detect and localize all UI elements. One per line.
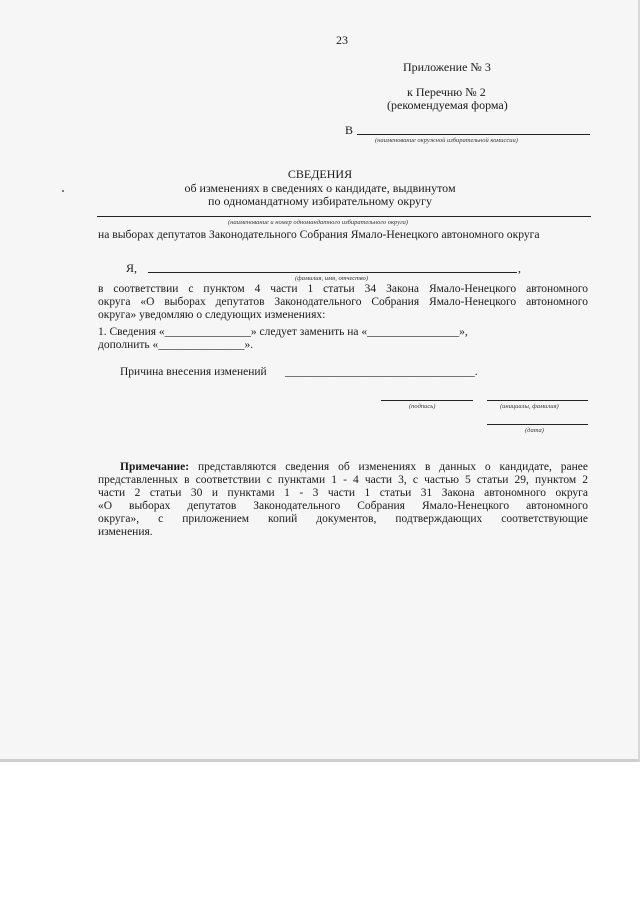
note-line: [98, 461, 588, 474]
reason-blank: _________________________________.: [285, 366, 478, 378]
appendix-label: Приложение № 3: [403, 60, 491, 74]
change-item-replace: 1. Сведения «_______________» следует заменить на «________________»,: [98, 326, 468, 338]
note-line: изменения.: [98, 526, 153, 538]
initials-line: [487, 400, 588, 401]
note-block: [98, 461, 588, 539]
declaration-line: округа «О выборах депутатов Законодательного Собрания Ямало-Ненецкого автономного: [98, 296, 588, 308]
declarant-suffix: ,: [518, 261, 521, 275]
form-type-note: (рекомендуемая форма): [387, 98, 508, 112]
document-title: СВЕДЕНИЯ: [287, 167, 353, 181]
list-reference: к Перечню № 2: [407, 85, 486, 99]
elections-line: на выборах депутатов Законодательного Собрания Ямало-Ненецкого автономного округа: [98, 228, 540, 241]
signature-caption: (подпись): [409, 403, 436, 410]
date-caption: (дата): [525, 427, 544, 434]
scan-speck: [62, 190, 64, 192]
declaration-line: округа» уведомляю о следующих изменениях:: [98, 309, 326, 321]
note-text: представляются сведения об изменениях в данных о кандидате, ранее: [197, 461, 588, 473]
district-blank-line: [97, 216, 591, 217]
declarant-prefix: Я,: [126, 261, 138, 275]
note-line: округа», с приложением копий документов, подтверждающих соответствующие: [98, 513, 588, 525]
reason-label: Причина внесения изменений: [120, 366, 267, 378]
note-line: представленных в соответствии с пунктами 1 - 4 части 3, с частью 5 статьи 29, пунктом 2: [98, 474, 588, 486]
date-line: [487, 424, 588, 425]
addressee-prefix: В: [345, 123, 354, 137]
addressee-blank-line: [357, 134, 590, 135]
document-subtitle-1: об изменениях в сведениях о кандидате, выдвинутом: [184, 181, 456, 195]
change-item-add: дополнить «_______________».: [98, 339, 254, 351]
document-subtitle-2: по одномандатному избирательному округу: [208, 194, 432, 208]
initials-caption: (инициалы, фамилия): [500, 403, 559, 410]
declarant-blank-line: [148, 272, 517, 273]
declarant-caption: (фамилия, имя, отчество): [295, 275, 369, 282]
page-number: 23: [336, 33, 348, 47]
signature-line: [381, 400, 473, 401]
note-line: «О выборах депутатов Законодательного Собрания Ямало-Ненецкого автономного: [98, 500, 588, 512]
district-caption: (наименование и номер одномандатного избирательного округа): [228, 219, 409, 226]
note-label: Примечание:: [120, 461, 190, 473]
declaration-line: в соответствии с пунктом 4 части 1 статьи 34 Закона Ямало-Ненецкого автономного: [98, 283, 588, 295]
addressee-caption: (наименование окружной избирательной комиссии): [375, 137, 518, 144]
declaration-text: [98, 283, 588, 322]
note-line: части 2 статьи 30 и пунктами 1 - 3 части 1 статьи 31 Закона автономного округа: [98, 487, 588, 499]
